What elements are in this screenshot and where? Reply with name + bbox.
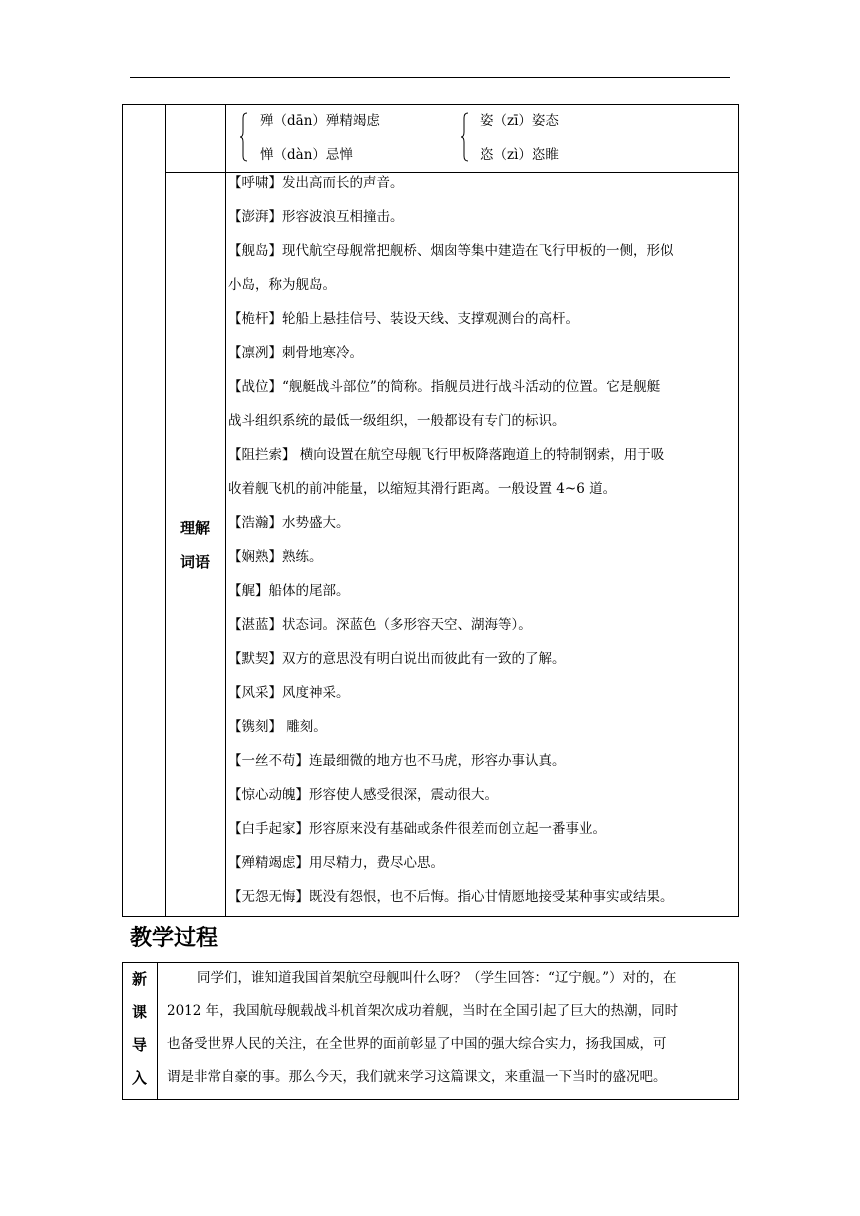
table-right-border — [738, 962, 739, 1099]
intro-paragraph-line: 同学们，谁知道我国首架航空母舰叫什么呀？（学生回答：“辽宁舰。”）对的，在 — [197, 970, 677, 986]
table-left-border — [122, 104, 123, 916]
definition-line: 【惊心动魄】形容使人感受很深，震动很大。 — [228, 787, 498, 803]
definition-line: 【凛冽】刺骨地寒冷。 — [228, 345, 363, 361]
definition-line: 【镌刻】 雕刻。 — [228, 719, 327, 735]
column-divider — [157, 962, 158, 1099]
definition-line: 小岛，称为舰岛。 — [228, 277, 336, 293]
intro-paragraph-line: 2012 年，我国航母舰载战斗机首架次成功着舰，当时在全国引起了巨大的热潮，同时 — [167, 1003, 679, 1019]
pronunciation-left-bottom: 惮（dàn）忌惮 — [260, 147, 353, 163]
definition-line: 【无怨无悔】既没有怨恨，也不后悔。指心甘情愿地接受某种事实或结果。 — [228, 889, 674, 905]
table-top-border — [122, 962, 739, 963]
definition-line: 收着舰飞机的前冲能量，以缩短其滑行距离。一般设置 4~6 道。 — [228, 481, 617, 497]
definition-line: 【桅杆】轮船上悬挂信号、装设天线、支撑观测台的高杆。 — [228, 311, 579, 327]
column-divider — [165, 104, 166, 916]
definition-line: 【默契】双方的意思没有明白说出而彼此有一致的了解。 — [228, 651, 566, 667]
intro-label-char: 入 — [131, 1069, 147, 1087]
table-right-border — [738, 104, 739, 916]
definition-line: 【舰岛】现代航空母舰常把舰桥、烟囱等集中建造在飞行甲板的一侧，形似 — [228, 243, 674, 259]
definition-line: 【风采】风度神采。 — [228, 685, 350, 701]
pronunciation-right-top: 姿（zī）姿态 — [480, 113, 559, 129]
definition-line: 【呼啸】发出高而长的声音。 — [228, 175, 404, 191]
intro-paragraph-line: 也备受世界人民的关注，在全世界的面前彰显了中国的强大综合实力，扬我国威，可 — [167, 1036, 667, 1052]
row-divider — [165, 172, 739, 173]
definition-line: 【阻拦索】 横向设置在航空母舰飞行甲板降落跑道上的特制钢索，用于吸 — [228, 447, 665, 463]
right-brace — [461, 112, 469, 162]
definition-line: 【一丝不苟】连最细微的地方也不马虎，形容办事认真。 — [228, 753, 566, 769]
intro-label-char: 新 — [131, 970, 147, 988]
pronunciation-left-top: 殚（dān）殚精竭虑 — [260, 113, 380, 129]
definition-line: 战斗组织系统的最低一级组织，一般都设有专门的标识。 — [228, 413, 566, 429]
intro-label-char: 课 — [131, 1003, 147, 1021]
definition-line: 【艉】船体的尾部。 — [228, 583, 350, 599]
section-label-line2: 词语 — [179, 553, 210, 571]
intro-paragraph-line: 谓是非常自豪的事。那么今天，我们就来学习这篇课文，来重温一下当时的盛况吧。 — [167, 1069, 667, 1085]
table-bottom-border — [122, 916, 739, 917]
pronunciation-right-bottom: 恣（zì）恣睢 — [480, 147, 559, 163]
intro-label-char: 导 — [131, 1036, 147, 1054]
vocabulary-table — [122, 104, 739, 916]
definition-line: 【澎湃】形容波浪互相撞击。 — [228, 209, 404, 225]
section-label-line1: 理解 — [179, 519, 210, 537]
header-rule — [130, 77, 730, 78]
left-brace — [240, 112, 248, 162]
definition-line: 【湛蓝】状态词。深蓝色（多形容天空、湖海等）。 — [228, 617, 532, 633]
table-bottom-border — [122, 1099, 739, 1100]
definition-line: 【殚精竭虑】用尽精力，费尽心思。 — [228, 855, 444, 871]
column-divider — [225, 104, 226, 916]
definition-line: 【白手起家】形容原来没有基础或条件很差而创立起一番事业。 — [228, 821, 606, 837]
intro-table — [122, 962, 739, 1099]
table-top-border — [122, 104, 739, 105]
definition-line: 【浩瀚】水势盛大。 — [228, 515, 350, 531]
definition-line: 【战位】“舰艇战斗部位”的简称。指舰员进行战斗活动的位置。它是舰艇 — [228, 379, 661, 395]
section-heading: 教学过程 — [130, 926, 219, 951]
definition-line: 【娴熟】熟练。 — [228, 549, 323, 565]
